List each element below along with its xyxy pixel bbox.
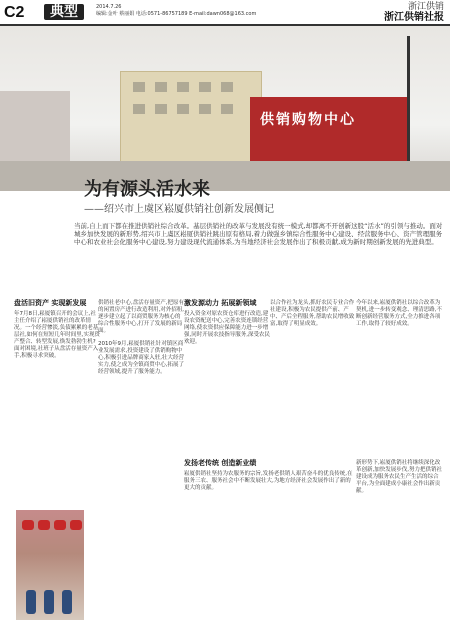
column-3-text: 投入资金对原农资仓库进行改造,建设农资配送中心,完善农资连锁经营网络,使农资供应保障能力进一步增强,同时开展农技指导服务,深受农民欢迎。 — [184, 311, 270, 345]
region-label: 浙江供销 — [407, 2, 444, 12]
column-3 — [184, 300, 270, 346]
column-2-text: 供销社老中心,盘活存量资产,把原有的闲置房产进行改造利用,对外招租,逐步建立起了以商贸服务为核心的综合性服务中心,打开了发展的新局面。 — [98, 300, 184, 334]
issue-date: 2014.7.26 — [96, 4, 122, 10]
paper-name: 浙江供销社报 — [384, 12, 444, 23]
person — [44, 590, 54, 614]
column-1 — [14, 300, 100, 360]
section-title-3: 发扬老传统 创造新业绩 — [184, 459, 257, 467]
column-4-text: 以合作社为龙头,抓好农民专业合作社建设,积极为农民提供产前、产中、产后全程服务,帮助农民增收致富,取得了明显成效。 — [270, 300, 355, 327]
inset-photo — [16, 510, 84, 620]
lantern — [70, 520, 82, 530]
section-title-2: 激发源动力 拓展新领域 — [184, 299, 257, 307]
subheadline: ——绍兴市上虞区崧厦供销社创新发展侧记 — [84, 204, 274, 215]
column-5 — [356, 300, 442, 328]
column-2b-text: 2010年9月,崧厦供销社针对镇区商业发展需求,投资建设了供销购物中心,积极引进品牌商家入驻,壮大经营实力,使之成为全镇商贸中心,拓展了经营领域,提升了服务能力。 — [98, 341, 184, 375]
masthead-meta — [96, 4, 256, 18]
editor-contact: 编辑:金叶 蔡丽娟 电话:0571-86757189 E-mail:dawn068@163.com — [96, 11, 257, 17]
lead-photo — [0, 26, 450, 191]
column-6-text: 崧厦供销社坚持为农服务的宗旨,发扬老供销人艰苦奋斗的优良传统,在服务三农、服务社会中不断发展壮大,为地方经济社会发展作出了新的更大的贡献。 — [184, 471, 353, 491]
lead-paragraph: 当前,自上而下都在推进供销社综合改革。基层供销社的改革与发展没有统一模式,却都离不开创新这股“活水”的引领与推动。面对城乡加快发展的新形势,绍兴市上虞区崧厦供销社跳出原有格局,着力做强乡镇综合性服务中心建设、经营服务中心、资产管理服务中心和农业社会化服务中心建设,努力建设现代流通体系,为当地经济社会发展作出了积极贡献,成为新时期创新发展的先进典型。 — [74, 222, 443, 246]
column-1-text: 年7月8日,崧厦镇召开的会议上,社主任介绍了崧厦供销社的改革情况。一个经营惨淡,负债累累的老基层社,如何在短短几年时间里,实现资产整合、转型发展,焕发勃勃生机?面对困境,社班子从盘活存量资产入手,积极寻求突破。 — [14, 311, 100, 359]
lantern — [54, 520, 66, 530]
section-code: C2 — [4, 3, 44, 21]
store-sign: 供销购物中心 — [260, 112, 356, 128]
column-5-text: 今年以来,崧厦供销社以综合改革为契机,进一步转变观念、理清思路,不断创新经营服务方式,全力推进各项工作,取得了较好成效。 — [356, 300, 442, 327]
column-4 — [270, 300, 356, 328]
section-title-1: 盘活旧资产 实现新发展 — [14, 299, 87, 307]
headline: 为有源头活水来 — [84, 179, 210, 200]
street-lamp — [407, 36, 410, 176]
column-2 — [98, 300, 184, 376]
column-7-text: 新形势下,崧厦供销社将继续深化改革创新,加快发展步伐,努力把供销社建设成为服务农民生产生活的综合平台,为全面建成小康社会作出新贡献。 — [356, 460, 442, 494]
shopping-center-facade — [250, 97, 410, 167]
masthead-right — [384, 2, 444, 24]
column-7 — [356, 460, 442, 495]
person — [62, 590, 72, 614]
column-6 — [184, 460, 356, 492]
section-title: 典型 — [44, 4, 84, 20]
person — [26, 590, 36, 614]
lantern — [22, 520, 34, 530]
lantern — [38, 520, 50, 530]
building-main — [120, 71, 262, 163]
page-header — [0, 0, 450, 26]
street — [0, 161, 450, 191]
